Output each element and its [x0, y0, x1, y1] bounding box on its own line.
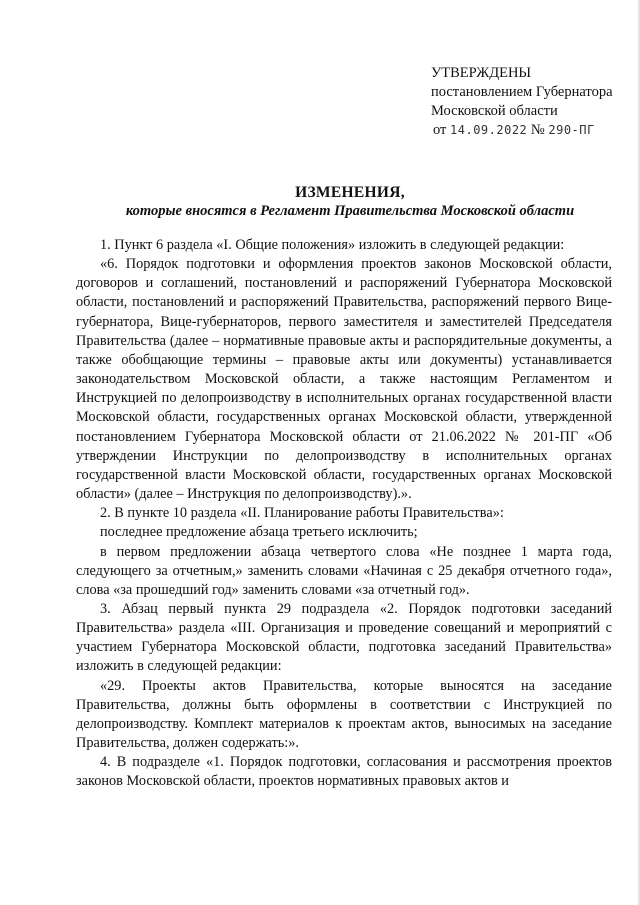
approval-date: 14.09.2022	[450, 123, 528, 137]
document-subtitle: которые вносятся в Регламент Правительства Московской области	[125, 203, 575, 219]
paragraph-8: 4. В подразделе «1. Порядок подготовки, согласования и рассмотрения проектов законов Московской области, проектов нормативных правовых актов и	[76, 754, 612, 790]
paragraph-6: 3. Абзац первый пункта 29 подраздела «2. Порядок подготовки заседаний Правительства» раздела «III. Организация и проведение совещаний и мероприятий с участием Губернатора Московской области, подготовка заседаний Правительства» изложить в следующей редакции:	[76, 600, 612, 675]
paragraph-1: 1. Пункт 6 раздела «I. Общие положения» изложить в следующей редакции:	[100, 237, 565, 253]
approval-line-region: Московской области	[431, 103, 558, 119]
document-heading	[0, 183, 640, 221]
paragraph-5: в первом предложении абзаца четвертого слова «Не позднее 1 марта года, следующего за отчетным,» заменить словами «Начиная с 25 декабря отчетного года», слова «за прошедший год» заменить словами «за отчетный год».	[76, 543, 612, 598]
date-prefix: от	[433, 122, 447, 138]
approval-line-resolution: постановлением Губернатора	[431, 84, 613, 100]
paragraph-3: 2. В пункте 10 раздела «II. Планирование работы Правительства»:	[100, 505, 504, 522]
number-prefix: №	[530, 122, 545, 138]
approval-stamp	[431, 64, 636, 140]
document-title: ИЗМЕНЕНИЯ,	[295, 184, 405, 201]
approval-number: 290-ПГ	[548, 123, 595, 137]
paragraph-2: «6. Порядок подготовки и оформления проектов законов Московской области, договоров и соглашений, постановлений и распоряжений Губернатора Московской области, постановлений и распоряжений Правительства, распоряжений первого Вице-губернатора, Вице-губернаторов, первого заместителя и заместителей Председателя Правительства (далее – нормативные правовые акты и распорядительные документы, а также обобщающие термины – правовые акты или документы) устанавливается законодательством Московской области, а также настоящим Регламентом и Инструкцией по делопроизводству в исполнительных органах государственной власти Московской области, государственных органах Московской области, утвержденной постановлением Губернатора Московской области от 21.06.2022 № 201-ПГ «Об утверждении Инструкции по делопроизводству в исполнительных органах государственной власти Московской области, государственных органах Московской области» (далее – Инструкция по делопроизводству).».	[76, 256, 612, 503]
paragraph-7: «29. Проекты актов Правительства, которые выносятся на заседание Правительства, должны быть оформлены в соответствии с Инструкцией по делопроизводству. Комплект материалов к проектам актов, выносимых на заседание Правительства, должен содержать:».	[76, 677, 612, 752]
approval-title: УТВЕРЖДЕНЫ	[431, 65, 532, 81]
approval-date-line	[431, 121, 636, 140]
document-body	[76, 236, 612, 792]
paragraph-4: последнее предложение абзаца третьего исключить;	[100, 524, 418, 541]
